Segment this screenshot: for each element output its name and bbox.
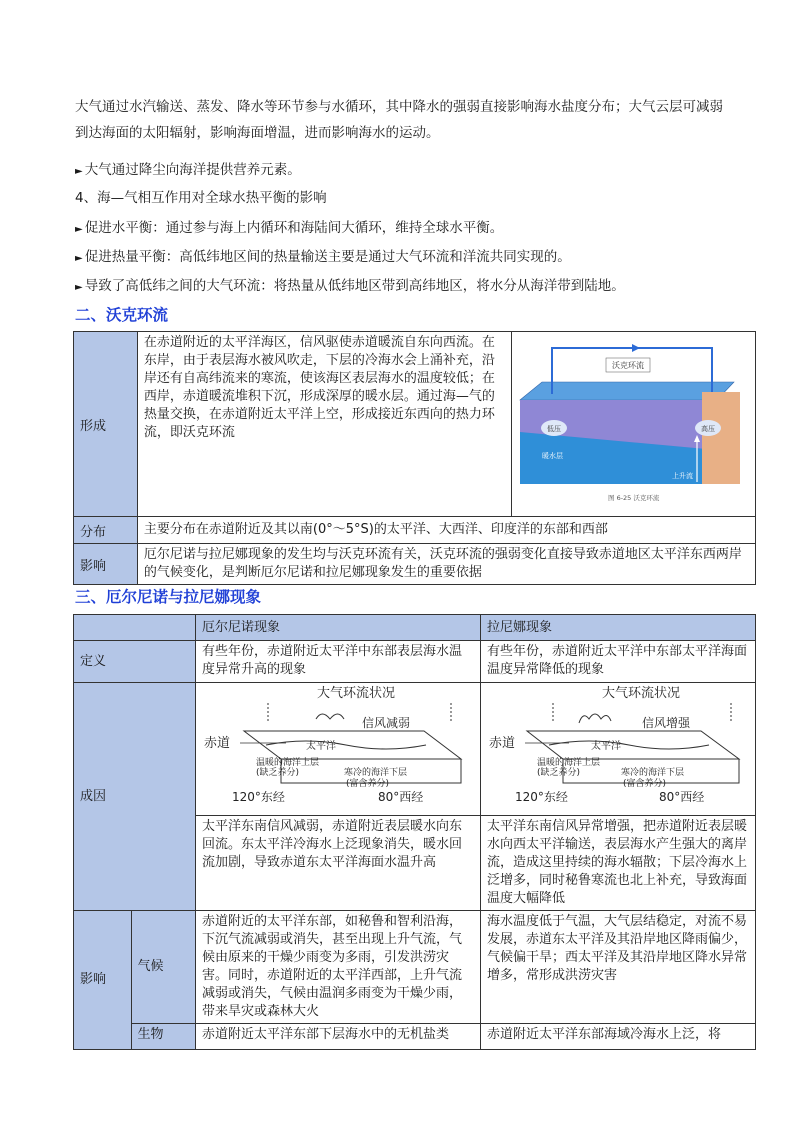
bullet-mark: ►: [75, 224, 83, 235]
col-header-lanina: [480, 615, 755, 641]
lanina-wind: 信风增强: [641, 716, 690, 730]
cloud-icon: [316, 714, 344, 719]
climate-elnino-cell: [196, 911, 481, 1024]
arrow-head-icon: [632, 344, 640, 352]
col-header-elnino-text: 厄尔尼诺现象: [202, 619, 281, 635]
elnino-lon-w: 120°东经: [232, 790, 285, 804]
cause-elnino-cell: [196, 816, 481, 911]
sub-heading: 4、海—气相互作用对全球水热平衡的影响: [75, 190, 327, 206]
lanina-warm-sub: (缺乏养分): [536, 768, 581, 778]
def-lanina-cell: [480, 641, 755, 683]
section-heading-walker: 二、沃克环流: [75, 306, 169, 324]
impact-text-cell: [137, 544, 755, 585]
bullet-mark: ►: [75, 253, 83, 264]
cause-label: 成因: [80, 788, 107, 804]
climate-elnino: 赤道附近的太平洋东部，如秘鲁和智利沿海，下沉气流减弱或消失，甚至出现上升气流，气候由原来的干燥少雨变为多雨，引发洪涝灾害。同时，赤道附近的太平洋西部，上升气流减弱或消失，气候由温润多雨变为干燥少雨，带来旱灾或森林大火: [202, 914, 463, 1019]
lanina-diagram: [481, 683, 754, 811]
bullet-item: [75, 245, 571, 265]
climate-lanina: 海水温度低于气温，大气层结稳定，对流不易发展，赤道东太平洋及其沿岸地区降雨偏少，气候偏干旱；西太平洋及其沿岸地区降水异常增多，常形成洪涝灾害: [486, 914, 747, 983]
bio-lanina: 赤道附近太平洋东部海域冷海水上泛，将: [486, 1027, 721, 1042]
lanina-diagram-cell: [480, 683, 755, 816]
lanina-lon-e: 80°西经: [658, 790, 705, 804]
col-header-lanina-text: 拉尼娜现象: [486, 619, 552, 635]
walker-figure: [512, 332, 754, 512]
definition-label: 定义: [80, 653, 107, 669]
lanina-pacific: 太平洋: [590, 741, 621, 752]
elnino-title: 大气环流状况: [316, 686, 396, 701]
figure-caption: 图 6-25 沃克环流: [607, 494, 660, 502]
bio-lanina-cell: [480, 1024, 755, 1050]
formation-text: 在赤道附近的太平洋海区，信风驱使赤道暖流自东向西流。在东岸，由于表层海水被风吹走，下层的冷海水会上涌补充，沿岸还有自高纬流来的寒流，使该海区表层海水的温度较低；在西岸，赤道暖流堆积下沉，形成深厚的暖水层。通过海—气的热量交换，在赤道附近太平洋上空，形成接近东西向的热力环流，即沃克环流: [143, 335, 495, 440]
elnino-warm-sub: (缺乏养分): [256, 768, 300, 778]
elnino-warm: 温暖的海洋上层: [256, 758, 320, 768]
upwelling-label: 上升流: [671, 472, 693, 480]
elnino-pacific: 太平洋: [306, 741, 336, 752]
bullet-text: 促进热量平衡：高低纬地区间的热量输送主要是通过大气环流和洋流共同实现的。: [84, 249, 571, 265]
bio-elnino-cell: [196, 1024, 481, 1050]
elnino-cold-sub: (富含养分): [346, 779, 390, 789]
coast-land: [702, 392, 740, 484]
row-label-impact: [74, 911, 132, 1050]
lanina-lon-w: 120°东经: [514, 790, 568, 804]
enso-table: [73, 614, 756, 1050]
section-heading-enso: 三、厄尔尼诺与拉尼娜现象: [75, 588, 262, 606]
row-label-cause: [74, 683, 196, 911]
row-label-formation: 形成: [74, 332, 138, 517]
bullet-text: 促进水平衡：通过参与海上内循环和海陆间大循环，维持全球水平衡。: [84, 220, 504, 236]
def-lanina: 有些年份，赤道附近太平洋中东部太平洋海面温度异常降低的现象: [486, 644, 747, 677]
bullet-item: [75, 216, 503, 236]
bullet-item: [75, 274, 625, 294]
walker-figure-cell: [511, 332, 755, 517]
row-label-biology: [131, 1024, 195, 1050]
warm-layer-label: 暖水层: [541, 452, 563, 460]
elnino-cold: 寒冷的海洋下层: [344, 768, 408, 778]
cloud-icon: [579, 714, 611, 723]
impact-text: 厄尔尼诺与拉尼娜现象的发生均与沃克环流有关，沃克环流的强弱变化直接导致赤道地区太平洋东西两岸的气候变化，是判断厄尔尼诺和拉尼娜现象发生的重要依据: [143, 547, 742, 580]
bio-elnino: 赤道附近太平洋东部下层海水中的无机盐类: [202, 1027, 450, 1042]
bullet-text: 导致了高低纬之间的大气环流：将热量从低纬地区带到高纬地区，将水分从海洋带到陆地。: [84, 278, 625, 294]
lanina-title: 大气环流状况: [601, 686, 680, 701]
impact-label: 影响: [80, 972, 107, 987]
climate-label: 气候: [137, 959, 164, 974]
elnino-wind: 信风减弱: [361, 716, 411, 730]
biology-label: 生物: [137, 1027, 164, 1042]
row-label-distribution: 分布: [74, 517, 138, 544]
climate-lanina-cell: [480, 911, 755, 1024]
lanina-cold: 寒冷的海洋下层: [620, 768, 684, 778]
bullet-mark: ►: [75, 166, 83, 177]
bullet-item: [75, 158, 301, 178]
formation-text-cell: [137, 332, 511, 517]
low-label: 低压: [546, 425, 561, 433]
cause-lanina: 太平洋东南信风异常增强，把赤道附近表层暖水向西太平洋输送，表层海水产生强大的离岸流，造成这里持续的海水辐散；下层冷海水上泛增多，同时秘鲁寒流也北上补充，导致海面温度大幅降低: [486, 819, 747, 906]
col-header-elnino: [196, 615, 481, 641]
row-label-definition: [74, 641, 196, 683]
walker-label: 沃克环流: [611, 361, 644, 370]
bullet-text: 大气通过降尘向海洋提供营养元素。: [84, 162, 301, 178]
header-blank: [74, 615, 196, 641]
high-label: 高压: [700, 425, 715, 433]
row-label-impact: 影响: [74, 544, 138, 585]
intro-paragraph: 大气通过水汽输送、蒸发、降水等环节参与水循环，其中降水的强弱直接影响海水盐度分布；大气云层可减弱到达海面的太阳辐射，影响海面增温，进而影响海水的运动。: [75, 99, 723, 141]
walker-table: [73, 331, 756, 585]
cause-lanina-cell: [480, 816, 755, 911]
elnino-diagram: [196, 683, 479, 811]
lanina-warm: 温暖的海洋上层: [536, 758, 600, 768]
lanina-equator: 赤道: [488, 736, 515, 751]
cause-elnino: 太平洋东南信风减弱，赤道附近表层暖水向东回流。东太平洋冷海水上泛现象消失，暖水回流加剧，导致赤道东太平洋海面水温升高: [202, 819, 463, 870]
elnino-lon-e: 80°西经: [378, 790, 424, 804]
bullet-mark: ►: [75, 282, 83, 293]
row-label-climate: [131, 911, 195, 1024]
distribution-text-cell: [137, 517, 755, 544]
lanina-cold-sub: (富含养分): [622, 779, 667, 789]
elnino-equator: 赤道: [204, 736, 231, 751]
def-elnino-cell: [196, 641, 481, 683]
ocean-surface: [244, 731, 461, 759]
elnino-diagram-cell: [196, 683, 481, 816]
def-elnino: 有些年份，赤道附近太平洋中东部表层海水温度异常升高的现象: [202, 644, 463, 677]
distribution-text: 主要分布在赤道附近及其以南(0°～5°S)的太平洋、大西洋、印度洋的东部和西部: [143, 522, 608, 537]
